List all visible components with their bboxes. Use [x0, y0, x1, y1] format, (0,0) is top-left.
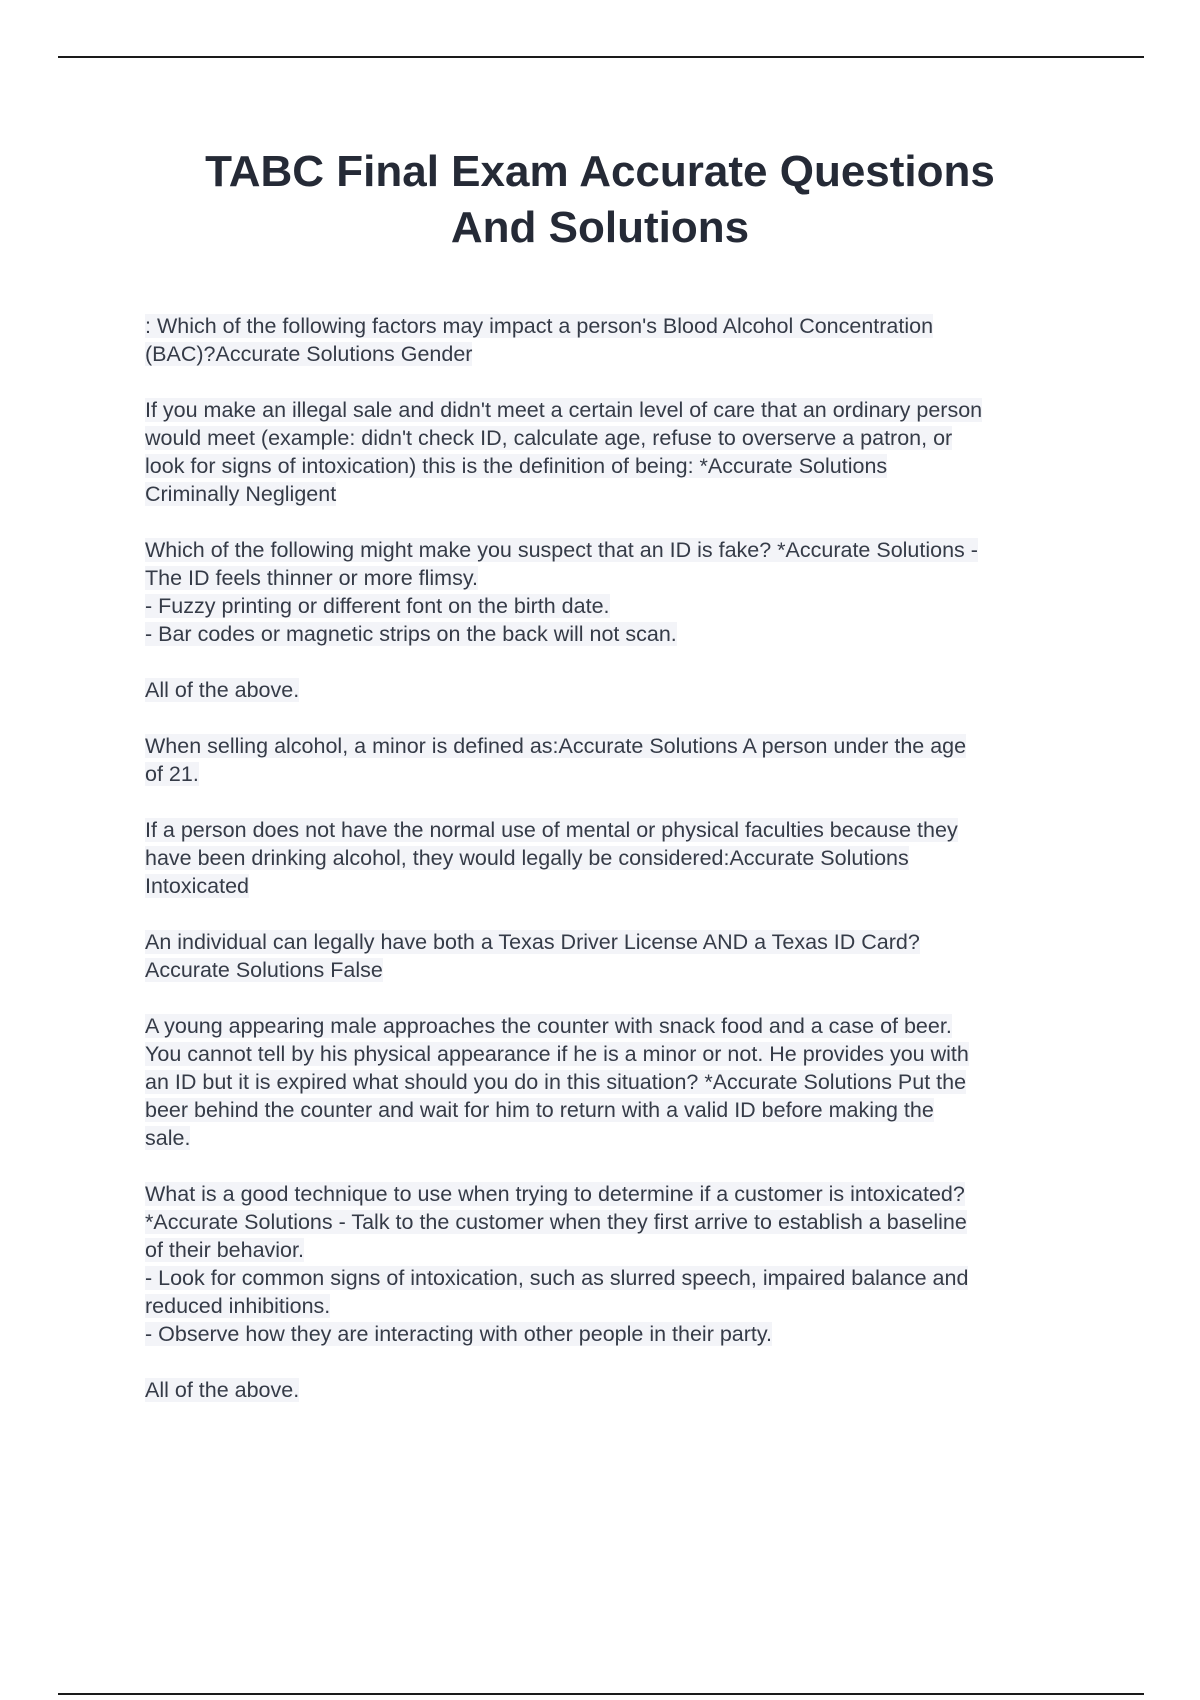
qa-entry: [145, 312, 1105, 368]
page-bottom-rule: [58, 1693, 1144, 1695]
qa-entry: [145, 1012, 1105, 1152]
text-line-content: Intoxicated: [145, 874, 249, 898]
text-line-content: All of the above.: [145, 1378, 300, 1402]
text-line-content: All of the above.: [145, 678, 300, 702]
text-line: [145, 1320, 1105, 1348]
text-line: [145, 1208, 1105, 1236]
text-line: [145, 480, 1105, 508]
qa-entry: [145, 396, 1105, 508]
qa-entry: [145, 732, 1105, 788]
text-line-content: sale.: [145, 1126, 191, 1150]
text-line: [145, 312, 1105, 340]
text-line: [145, 1236, 1105, 1264]
text-line-content: : Which of the following factors may impact a person's Blood Alcohol Concentration: [145, 314, 934, 338]
text-line: [145, 424, 1105, 452]
qa-entry: [145, 816, 1105, 900]
page-top-rule: [58, 56, 1144, 58]
text-line: [145, 816, 1105, 844]
text-line: [145, 1124, 1105, 1152]
text-line: [145, 844, 1105, 872]
text-line: [145, 536, 1105, 564]
text-line: [145, 872, 1105, 900]
document-title: [100, 144, 1100, 256]
text-line: [145, 1264, 1105, 1292]
text-line-content: have been drinking alcohol, they would legally be considered:Accurate Solutions: [145, 846, 909, 870]
text-line-content: of their behavior.: [145, 1238, 304, 1262]
qa-entry: [145, 676, 1105, 704]
qa-entry: [145, 536, 1105, 648]
text-line: [145, 1376, 1105, 1404]
text-line: [145, 1292, 1105, 1320]
text-line-content: - Look for common signs of intoxication, such as slurred speech, impaired balance and: [145, 1266, 969, 1290]
qa-entry: [145, 928, 1105, 984]
text-line-content: - Fuzzy printing or different font on the birth date.: [145, 594, 610, 618]
text-line: [145, 676, 1105, 704]
text-line-content: An individual can legally have both a Texas Driver License AND a Texas ID Card?: [145, 930, 920, 954]
text-line-content: If a person does not have the normal use of mental or physical faculties because they: [145, 818, 958, 842]
qa-entry: [145, 1180, 1105, 1348]
text-line-content: Criminally Negligent: [145, 482, 337, 506]
text-line-content: beer behind the counter and wait for him to return with a valid ID before making the: [145, 1098, 934, 1122]
document-body: [145, 312, 1105, 1432]
text-line-content: The ID feels thinner or more flimsy.: [145, 566, 478, 590]
text-line-content: would meet (example: didn't check ID, calculate age, refuse to overserve a patron, or: [145, 426, 953, 450]
text-line-content: (BAC)?Accurate Solutions Gender: [145, 342, 473, 366]
text-line-content: of 21.: [145, 762, 199, 786]
text-line-content: Which of the following might make you suspect that an ID is fake? *Accurate Solutions -: [145, 538, 978, 562]
text-line: [145, 1040, 1105, 1068]
text-line-content: When selling alcohol, a minor is defined as:Accurate Solutions A person under the age: [145, 734, 967, 758]
text-line: [145, 1180, 1105, 1208]
title-line: TABC Final Exam Accurate Questions: [205, 147, 995, 196]
text-line: [145, 956, 1105, 984]
text-line: [145, 928, 1105, 956]
text-line: [145, 452, 1105, 480]
text-line: [145, 1096, 1105, 1124]
text-line: [145, 732, 1105, 760]
text-line-content: *Accurate Solutions - Talk to the customer when they first arrive to establish a baseline: [145, 1210, 967, 1234]
text-line-content: reduced inhibitions.: [145, 1294, 331, 1318]
text-line-content: look for signs of intoxication) this is the definition of being: *Accurate Solutions: [145, 454, 888, 478]
text-line: [145, 396, 1105, 424]
title-line: And Solutions: [450, 203, 750, 252]
text-line-content: If you make an illegal sale and didn't meet a certain level of care that an ordinary person: [145, 398, 983, 422]
text-line-content: an ID but it is expired what should you do in this situation? *Accurate Solutions Put the: [145, 1070, 967, 1094]
text-line-content: - Bar codes or magnetic strips on the back will not scan.: [145, 622, 677, 646]
text-line: [145, 592, 1105, 620]
text-line: [145, 620, 1105, 648]
text-line-content: You cannot tell by his physical appearance if he is a minor or not. He provides you with: [145, 1042, 969, 1066]
text-line-content: Accurate Solutions False: [145, 958, 383, 982]
text-line: [145, 1012, 1105, 1040]
text-line-content: - Observe how they are interacting with other people in their party.: [145, 1322, 773, 1346]
text-line: [145, 760, 1105, 788]
text-line-content: What is a good technique to use when trying to determine if a customer is intoxicated?: [145, 1182, 965, 1206]
text-line: [145, 340, 1105, 368]
text-line-content: A young appearing male approaches the counter with snack food and a case of beer.: [145, 1014, 952, 1038]
qa-entry: [145, 1376, 1105, 1404]
text-line: [145, 1068, 1105, 1096]
text-line: [145, 564, 1105, 592]
